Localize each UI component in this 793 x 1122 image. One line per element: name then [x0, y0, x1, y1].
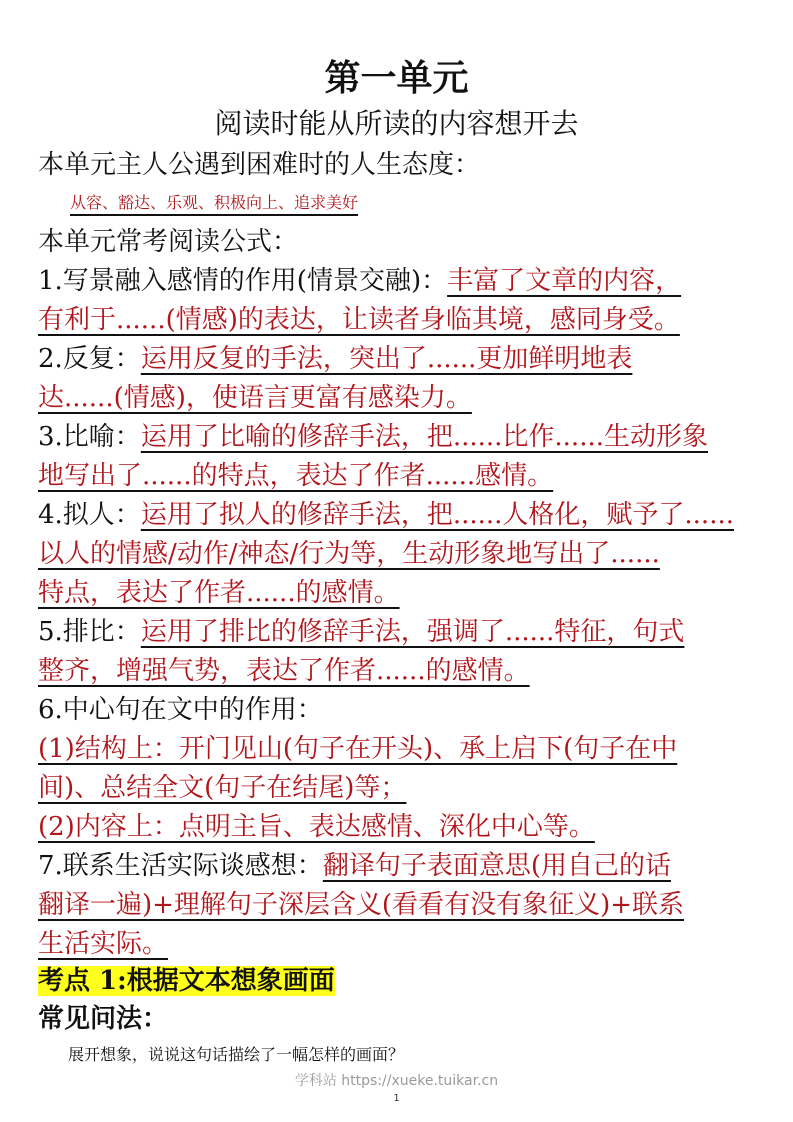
answer-text: 间)、总结全文(句子在结尾)等；: [38, 773, 407, 803]
text-line: [38, 925, 756, 963]
wenfa-line: [38, 1000, 756, 1038]
answer-text: 翻译一遍)+理解句子深层含义(看看有没有象征义)+联系: [38, 890, 685, 920]
answer-text: 运用反复的手法，突出了......更加鲜明地表: [140, 344, 633, 374]
text-line: [38, 574, 756, 612]
line-label: 1.写景融入感情的作用(情景交融)：: [38, 266, 448, 296]
watermark-footer: 学科站 https://xueke.tuikar.cn: [294, 1073, 499, 1089]
text-line: [38, 535, 756, 573]
question-text: 展开想象，说说这句话描绘了一幅怎样的画面？: [68, 1045, 405, 1064]
answer-text: 以人的情感/动作/神态/行为等，生动形象地写出了......: [38, 539, 660, 569]
line-label: 6.中心句在文中的作用：: [38, 695, 323, 725]
text-line: [38, 262, 756, 300]
answer-text: 达......(情感)，使语言更富有感染力。: [38, 383, 472, 413]
answer-text: 翻译句子表面意思(用自己的话: [322, 851, 671, 881]
answer-text: 特点，表达了作者......的感情。: [38, 578, 400, 608]
text-line: [38, 340, 756, 378]
kaodian-heading: 考点 1:根据文本想象画面: [38, 966, 335, 996]
answer-text: (1)结构上：开门见山(句子在开头)、承上启下(句子在中: [38, 734, 678, 764]
line-label: 5.排比：: [38, 617, 141, 647]
text-line: [38, 379, 756, 417]
answer-text: 整齐，增强气势，表达了作者......的感情。: [38, 656, 530, 686]
text-line: [38, 613, 756, 651]
text-line: [38, 457, 756, 495]
unit-subtitle: 阅读时能从所读的内容想开去: [214, 107, 579, 140]
answer-text: 运用了比喻的修辞手法，把......比作......生动形象: [140, 422, 708, 452]
text-line: [38, 808, 756, 846]
line-label: 4.拟人：: [38, 500, 141, 530]
text-line: [38, 418, 756, 456]
text-line: [38, 496, 756, 534]
text-line: [38, 847, 756, 885]
line-label: 2.反复：: [38, 344, 141, 374]
question-line: [68, 1036, 786, 1074]
kaodian-line: [38, 962, 756, 1000]
line-label: 7.联系生活实际谈感想：: [38, 851, 323, 881]
line-label: 本单元主人公遇到困难时的人生态度：: [38, 150, 481, 180]
answer-text: 从容、豁达、乐观、积极向上、追求美好: [70, 193, 359, 212]
answer-text: (2)内容上：点明主旨、表达感情、深化中心等。: [38, 812, 595, 842]
text-line: [38, 223, 756, 261]
text-line: [38, 886, 756, 924]
line-label: 本单元常考阅读公式：: [38, 227, 299, 257]
answer-text: 地写出了......的特点，表达了作者......感情。: [38, 461, 554, 491]
text-line: [38, 652, 756, 690]
text-line: [38, 691, 756, 729]
text-line: [38, 146, 756, 184]
answer-text: 运用了排比的修辞手法，强调了......特征，句式: [140, 617, 685, 647]
text-line: [38, 769, 756, 807]
unit-title: 第一单元: [324, 57, 469, 99]
text-line: [70, 184, 788, 222]
answer-text: 生活实际。: [38, 929, 169, 959]
answer-text: 运用了拟人的修辞手法，把......人格化，赋予了......: [140, 500, 734, 530]
answer-text: 有利于......(情感)的表达，让读者身临其境，感同身受。: [38, 305, 680, 335]
answer-text: 丰富了文章的内容，: [447, 266, 682, 296]
line-label: 3.比喻：: [38, 422, 141, 452]
text-line: [38, 301, 756, 339]
text-line: [38, 730, 756, 768]
page-number: 1: [393, 1093, 400, 1104]
wenfa-label: 常见问法：: [38, 1004, 169, 1034]
